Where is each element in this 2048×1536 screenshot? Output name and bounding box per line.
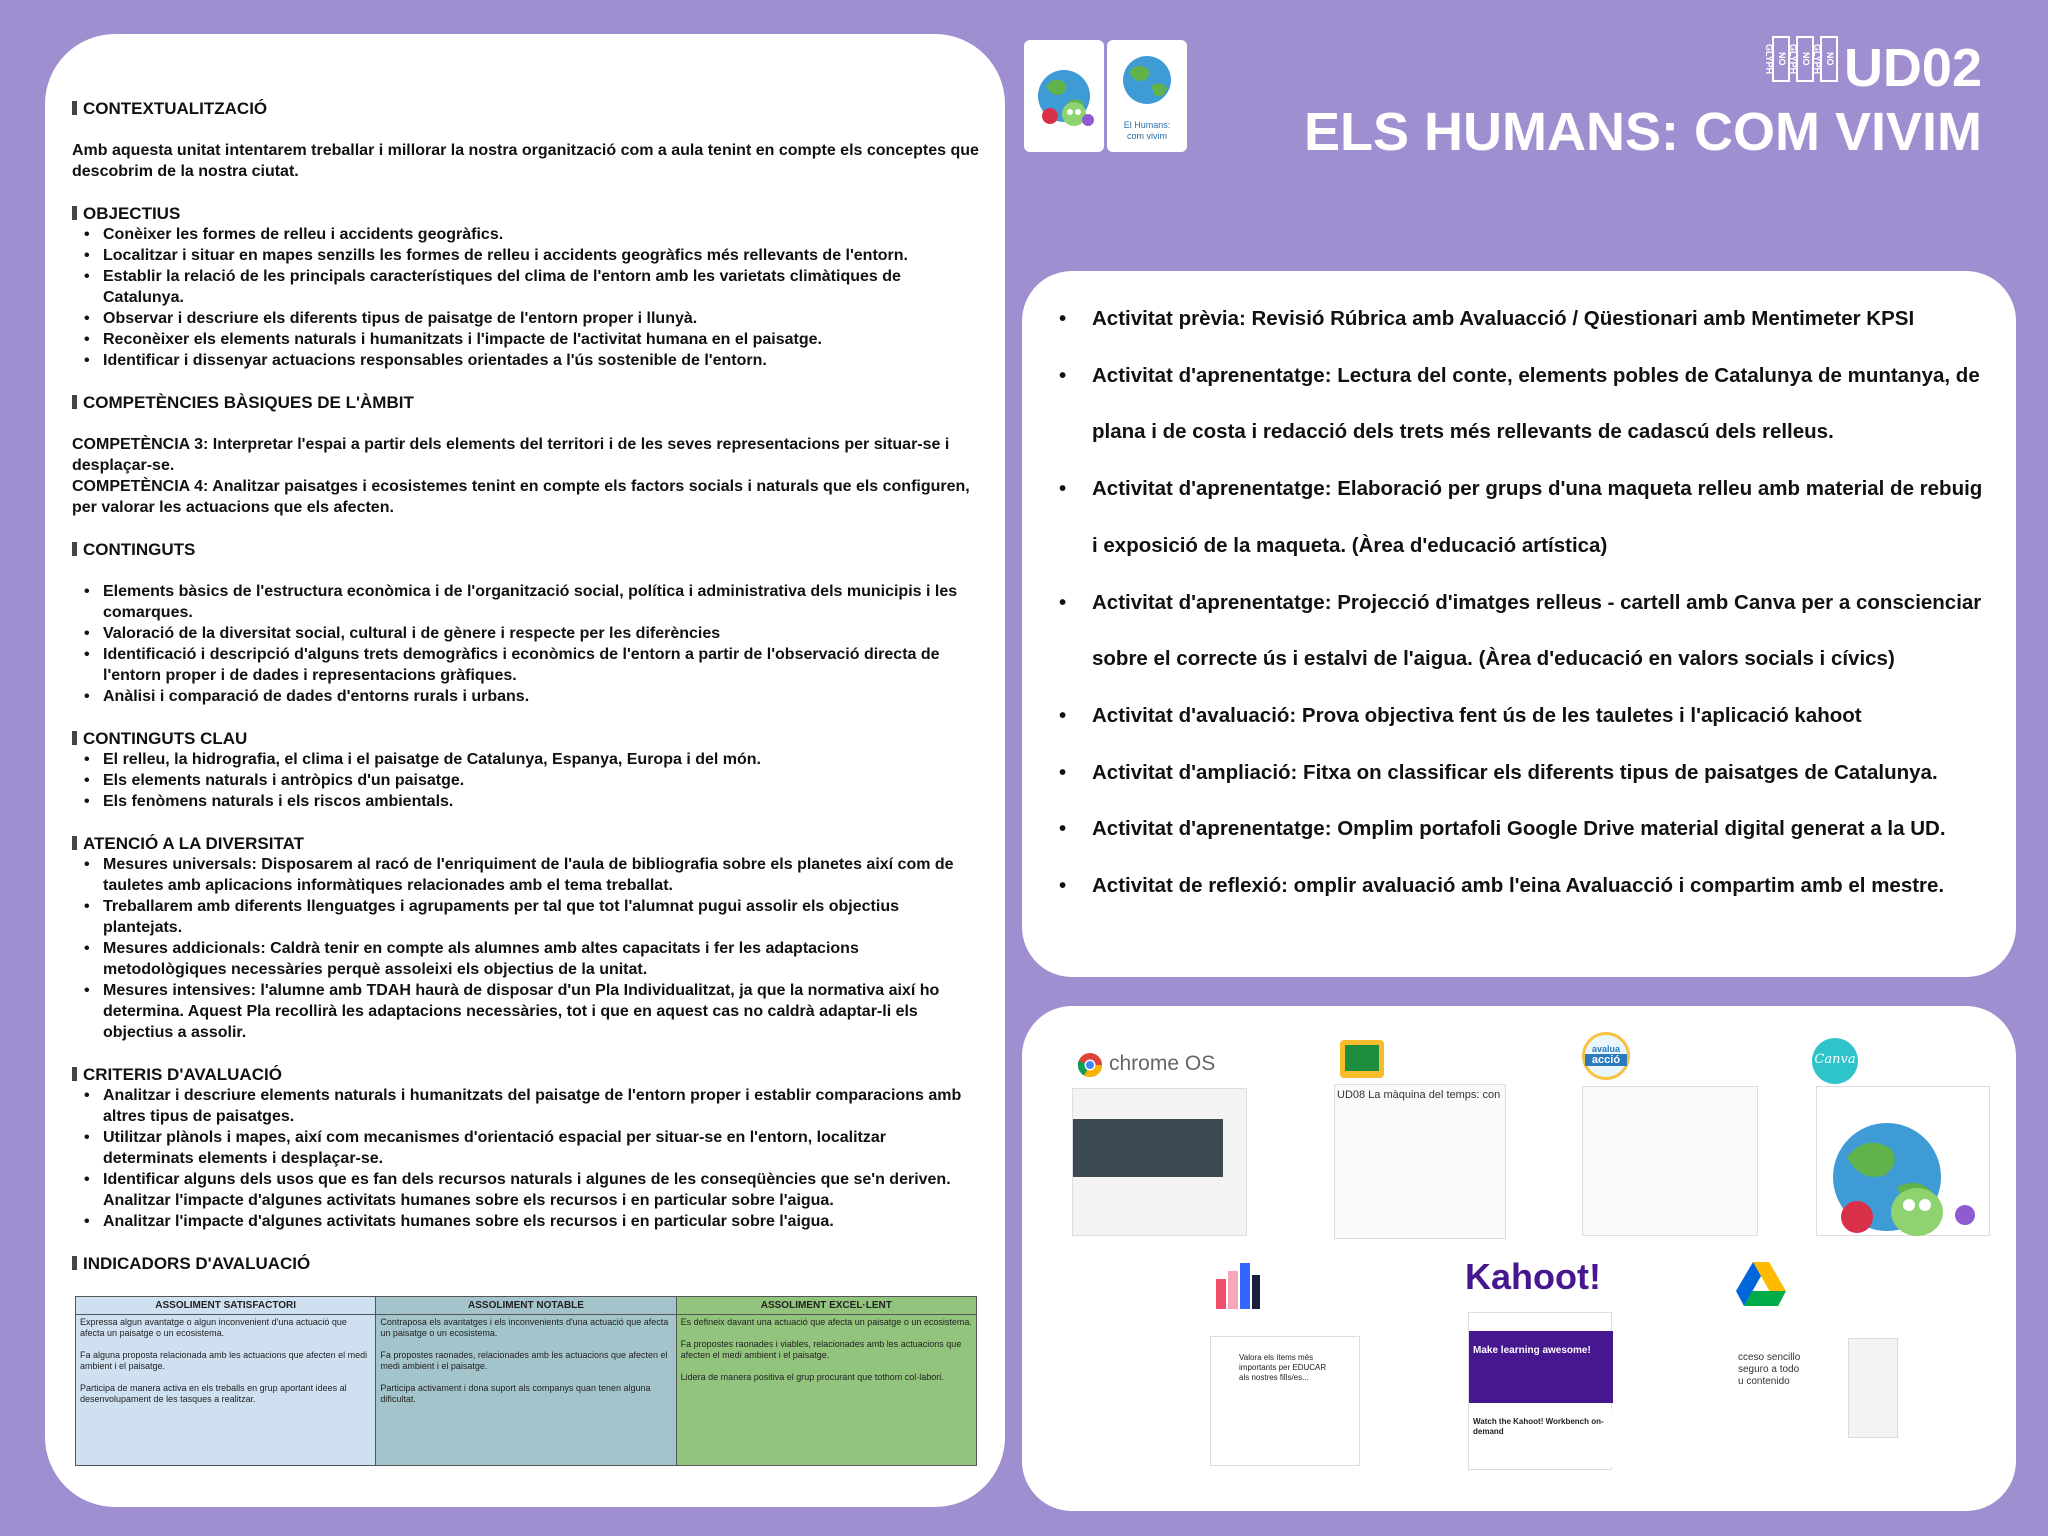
rubric-cell: Lidera de manera positiva el grup procurant que tothom col·labori. (680, 1372, 944, 1382)
tools-panel (1022, 1006, 2016, 1511)
earth-monster-icon (1817, 1087, 1991, 1237)
kahoot-screenshot (1468, 1312, 1612, 1470)
list-item: • Identificar alguns dels usos que es fan dels recursos naturals i algunes de les conseqüències que se'n deriven. Analitzar l'impacte d'algunes activitats humanes sobre els recursos i en particular sobre l'aigua. (72, 1169, 981, 1211)
context-text: Amb aquesta unitat intentarem treballar i millorar la nostra organització com a aula tenint en compte els conceptes que descobrim de la nostra ciutat. (72, 142, 979, 180)
rubric-header: ASSOLIMENT NOTABLE (376, 1297, 675, 1315)
mentimeter-icon (1212, 1261, 1262, 1311)
list-item: • Mesures addicionals: Caldrà tenir en compte als alumnes amb altes capacitats i fer les adaptacions metodològiques necessàries perquè assoleixi els objectius de la unitat. (72, 938, 981, 980)
google-drive-screenshot (1738, 1332, 1898, 1448)
section-title-objectives: OBJECTIUS (72, 203, 981, 224)
canva-icon: Canva (1812, 1038, 1858, 1084)
unit-title-card-caption: El Humans: com vivim (1123, 120, 1171, 141)
rubric-column-satisfactori (76, 1297, 376, 1465)
rubric-table (75, 1296, 977, 1466)
kahoot-logo: Kahoot! (1465, 1256, 1601, 1297)
rubric-cell: Contraposa els avantatges i els inconvenients d'una actuació que afecta un paisatge o un ecosistema. (380, 1317, 669, 1338)
unit-logo-card (1024, 40, 1104, 152)
list-item: • Reconèixer els elements naturals i humanitzats i l'impacte de l'activitat humana en el paisatge. (72, 329, 981, 350)
list-item: • Els fenòmens naturals i els riscos ambientals. (72, 791, 981, 812)
rubric-cell: Expressa algun avantatge o algun inconvenient d'una actuació que afecta un paisatge o un ecosistema. (80, 1317, 347, 1338)
rubric-cell: Fa alguna proposta relacionada amb les actuacions que afecten el medi ambient i el paisatge. (80, 1350, 368, 1371)
activity-item: • Activitat prèvia: Revisió Rúbrica amb Avaluacció / Qüestionari amb Mentimeter KPSI (1041, 291, 1986, 348)
key-contents-list (72, 749, 981, 812)
list-item: • Analitzar i descriure elements naturals i humanitzats del paisatge de l'entorn proper i establir comparacions amb altres tipus de paisatges. (72, 1085, 981, 1127)
unit-title: ELS HUMANS: COM VIVIM (1303, 102, 1982, 162)
list-item: • Establir la relació de les principals característiques del clima de l'entorn amb les varietats climàtiques de Catalunya. (72, 266, 981, 308)
list-item: • El relleu, la hidrografia, el clima i el paisatge de Catalunya, Espanya, Europa i del món. (72, 749, 981, 770)
section-title-contents: CONTINGUTS (72, 539, 981, 560)
list-item: • Analitzar l'impacte d'algunes activitats humanes sobre els recursos i en particular sobre l'aigua. (72, 1211, 981, 1232)
list-item: • Conèixer les formes de relleu i accidents geogràfics. (72, 224, 981, 245)
rubric-cell: Es defineix davant una actuació que afecta un paisatge o un ecosistema. (680, 1317, 972, 1327)
objectives-list (72, 224, 981, 371)
square-icon (72, 395, 77, 409)
classroom-doc-title: UD08 La màquina del temps: con (1337, 1089, 1501, 1101)
activity-item: • Activitat d'aprenentatge: Projecció d'imatges relleus - cartell amb Canva per a conscienciar sobre el correcte ús i estalvi de l'aigua. (Àrea d'educació en valors socials i cívics) (1041, 575, 1986, 688)
rubric-cell: Fa propostes raonades, relacionades amb les actuacions que afecten el medi ambient i el paisatge. (380, 1350, 668, 1371)
activity-item: • Activitat d'avaluació: Prova objectiva fent ús de les tauletes i l'aplicació kahoot (1041, 688, 1986, 745)
earth-monster-icon (1024, 40, 1104, 152)
activities-list (1041, 291, 1986, 915)
classroom-doc-screenshot (1334, 1084, 1506, 1239)
google-drive-text: cceso sencillo seguro a todo u contenido (1738, 1352, 1801, 1387)
page-title (1304, 36, 1982, 164)
section-title-criteria: CRITERIS D'AVALUACIÓ (72, 1064, 981, 1085)
list-item: • Treballarem amb diferents llenguatges i agrupaments per tal que tot l'alumnat pugui assolir els objectius plantejats. (72, 896, 981, 938)
chrome-os-label: chrome OS (1109, 1052, 1216, 1075)
list-item: • Identificar i dissenyar actuacions responsables orientades a l'ús sostenible de l'entorn. (72, 350, 981, 371)
missing-glyph-icon: NO GLYPH (1772, 36, 1790, 82)
list-item: • Identificació i descripció d'alguns trets demogràfics i econòmics de l'entorn a partir de l'observació directa de l'entorn proper i de dades i representacions gràfiques. (72, 644, 981, 686)
section-title-indicators: INDICADORS D'AVALUACIÓ (72, 1253, 981, 1274)
rubric-cell: Participa de manera activa en els treballs en grup aportant idees al desenvolupament de les tasques a realitzar. (80, 1383, 347, 1404)
section-title-key-contents: CONTINGUTS CLAU (72, 728, 981, 749)
activity-item: • Activitat d'aprenentatge: Elaboració per grups d'una maqueta relleu amb material de rebuig i exposició de la maqueta. (Àrea d'educació artística) (1041, 461, 1986, 574)
rubric-header: ASSOLIMENT SATISFACTORI (76, 1297, 375, 1315)
rubric-cell: Participa activament i dona suport als companys quan tenen alguna dificultat. (380, 1383, 651, 1404)
list-item: • Utilitzar plànols i mapes, així com mecanismes d'orientació espacial per situar-se en l'entorn, localitzar determinats elements i desplaçar-se. (72, 1127, 981, 1169)
square-icon (72, 1256, 77, 1270)
kahoot-promo-banner: Make learning awesome! (1469, 1331, 1613, 1403)
unit-code: UD02 (1843, 38, 1982, 98)
list-item: • Mesures intensives: l'alumne amb TDAH haurà de disposar d'un Pla Individualitzat, ja que la normativa així ho determina. Aquest Pla recollirà les adaptacions necessàries, tot i que en aquest cas no caldrà adaptar-li els objectius a assolir. (72, 980, 981, 1043)
list-item: • Mesures universals: Disposarem al racó de l'enriquiment de l'aula de bibliografia sobre els planetes així com de tauletes amb aplicacions informàtiques relacionades amb el tema treballat. (72, 854, 981, 896)
list-item: • Valoració de la diversitat social, cultural i de gènere i respecte per les diferències (72, 623, 981, 644)
activity-item: • Activitat d'ampliació: Fitxa on classificar els diferents tipus de paisatges de Catalunya. (1041, 745, 1986, 802)
criteria-list (72, 1085, 981, 1232)
list-item: • Localitzar i situar en mapes senzills les formes de relleu i accidents geogràfics més rellevants de l'entorn. (72, 245, 981, 266)
classroom-screenshot (1072, 1088, 1247, 1236)
activity-item: • Activitat d'aprenentatge: Omplim portafoli Google Drive material digital generat a la UD. (1041, 801, 1986, 858)
rubric-column-excellent (677, 1297, 976, 1465)
contents-list (72, 581, 981, 707)
competence-3: COMPETÈNCIA 3: Interpretar l'espai a partir dels elements del territori i de les seves representacions per situar-se i desplaçar-se. (72, 436, 950, 474)
activity-item: • Activitat d'aprenentatge: Lectura del conte, elements pobles de Catalunya de muntanya, de plana i de costa i redacció dels trets més rellevants de cadascú dels relleus. (1041, 348, 1986, 461)
section-title-context: CONTEXTUALITZACIÓ (72, 98, 981, 119)
square-icon (72, 101, 77, 115)
banner-image (1073, 1119, 1223, 1177)
avaluaccio-screenshot (1582, 1086, 1758, 1236)
rubric-header: ASSOLIMENT EXCEL·LENT (677, 1297, 976, 1315)
section-title-diversity: ATENCIÓ A LA DIVERSITAT (72, 833, 981, 854)
diversity-list (72, 854, 981, 1043)
chrome-icon (1077, 1052, 1103, 1078)
list-item: • Els elements naturals i antròpics d'un paisatge. (72, 770, 981, 791)
list-item: • Elements bàsics de l'estructura econòmica i de l'organització social, política i administrativa dels municipis i les comarques. (72, 581, 981, 623)
google-classroom-icon (1340, 1040, 1384, 1078)
list-item: • Observar i descriure els diferents tipus de paisatge de l'entorn proper i llunyà. (72, 308, 981, 329)
competence-4: COMPETÈNCIA 4: Analitzar paisatges i ecosistemes tenint en compte els factors socials i naturals que els configuren, per valorar les actuacions que els afecten. (72, 478, 970, 516)
kahoot-workbench-banner: Watch the Kahoot! Workbench on-demand (1469, 1409, 1613, 1467)
activity-item: • Activitat de reflexió: omplir avaluació amb l'eina Avaluacció i compartim amb el mestre. (1041, 858, 1986, 915)
info-panel (45, 34, 1005, 1507)
google-drive-icon (1736, 1262, 1786, 1306)
list-item: • Anàlisi i comparació de dades d'entorns rurals i urbans. (72, 686, 981, 707)
square-icon (72, 836, 77, 850)
mentimeter-question: Valora els ítems més importants per EDUCAR als nostres fills/es... (1239, 1353, 1327, 1382)
square-icon (72, 1067, 77, 1081)
mentimeter-screenshot (1210, 1336, 1360, 1466)
activities-panel (1022, 271, 2016, 977)
rubric-column-notable (376, 1297, 676, 1465)
avaluaccio-icon: avalua acció (1582, 1032, 1630, 1080)
square-icon (72, 731, 77, 745)
missing-glyph-icon: NO GLYPH (1820, 36, 1838, 82)
rubric-cell: Fa propostes raonades i viables, relacionades amb les actuacions que afecten el medi ambient i el paisatge. (680, 1339, 962, 1360)
earth-icon (1107, 40, 1187, 120)
missing-glyph-icon: NO GLYPH (1796, 36, 1814, 82)
square-icon (72, 206, 77, 220)
unit-title-card (1107, 40, 1187, 152)
section-title-competences: COMPETÈNCIES BÀSIQUES DE L'ÀMBIT (72, 392, 981, 413)
square-icon (72, 542, 77, 556)
canva-poster-screenshot (1816, 1086, 1990, 1236)
